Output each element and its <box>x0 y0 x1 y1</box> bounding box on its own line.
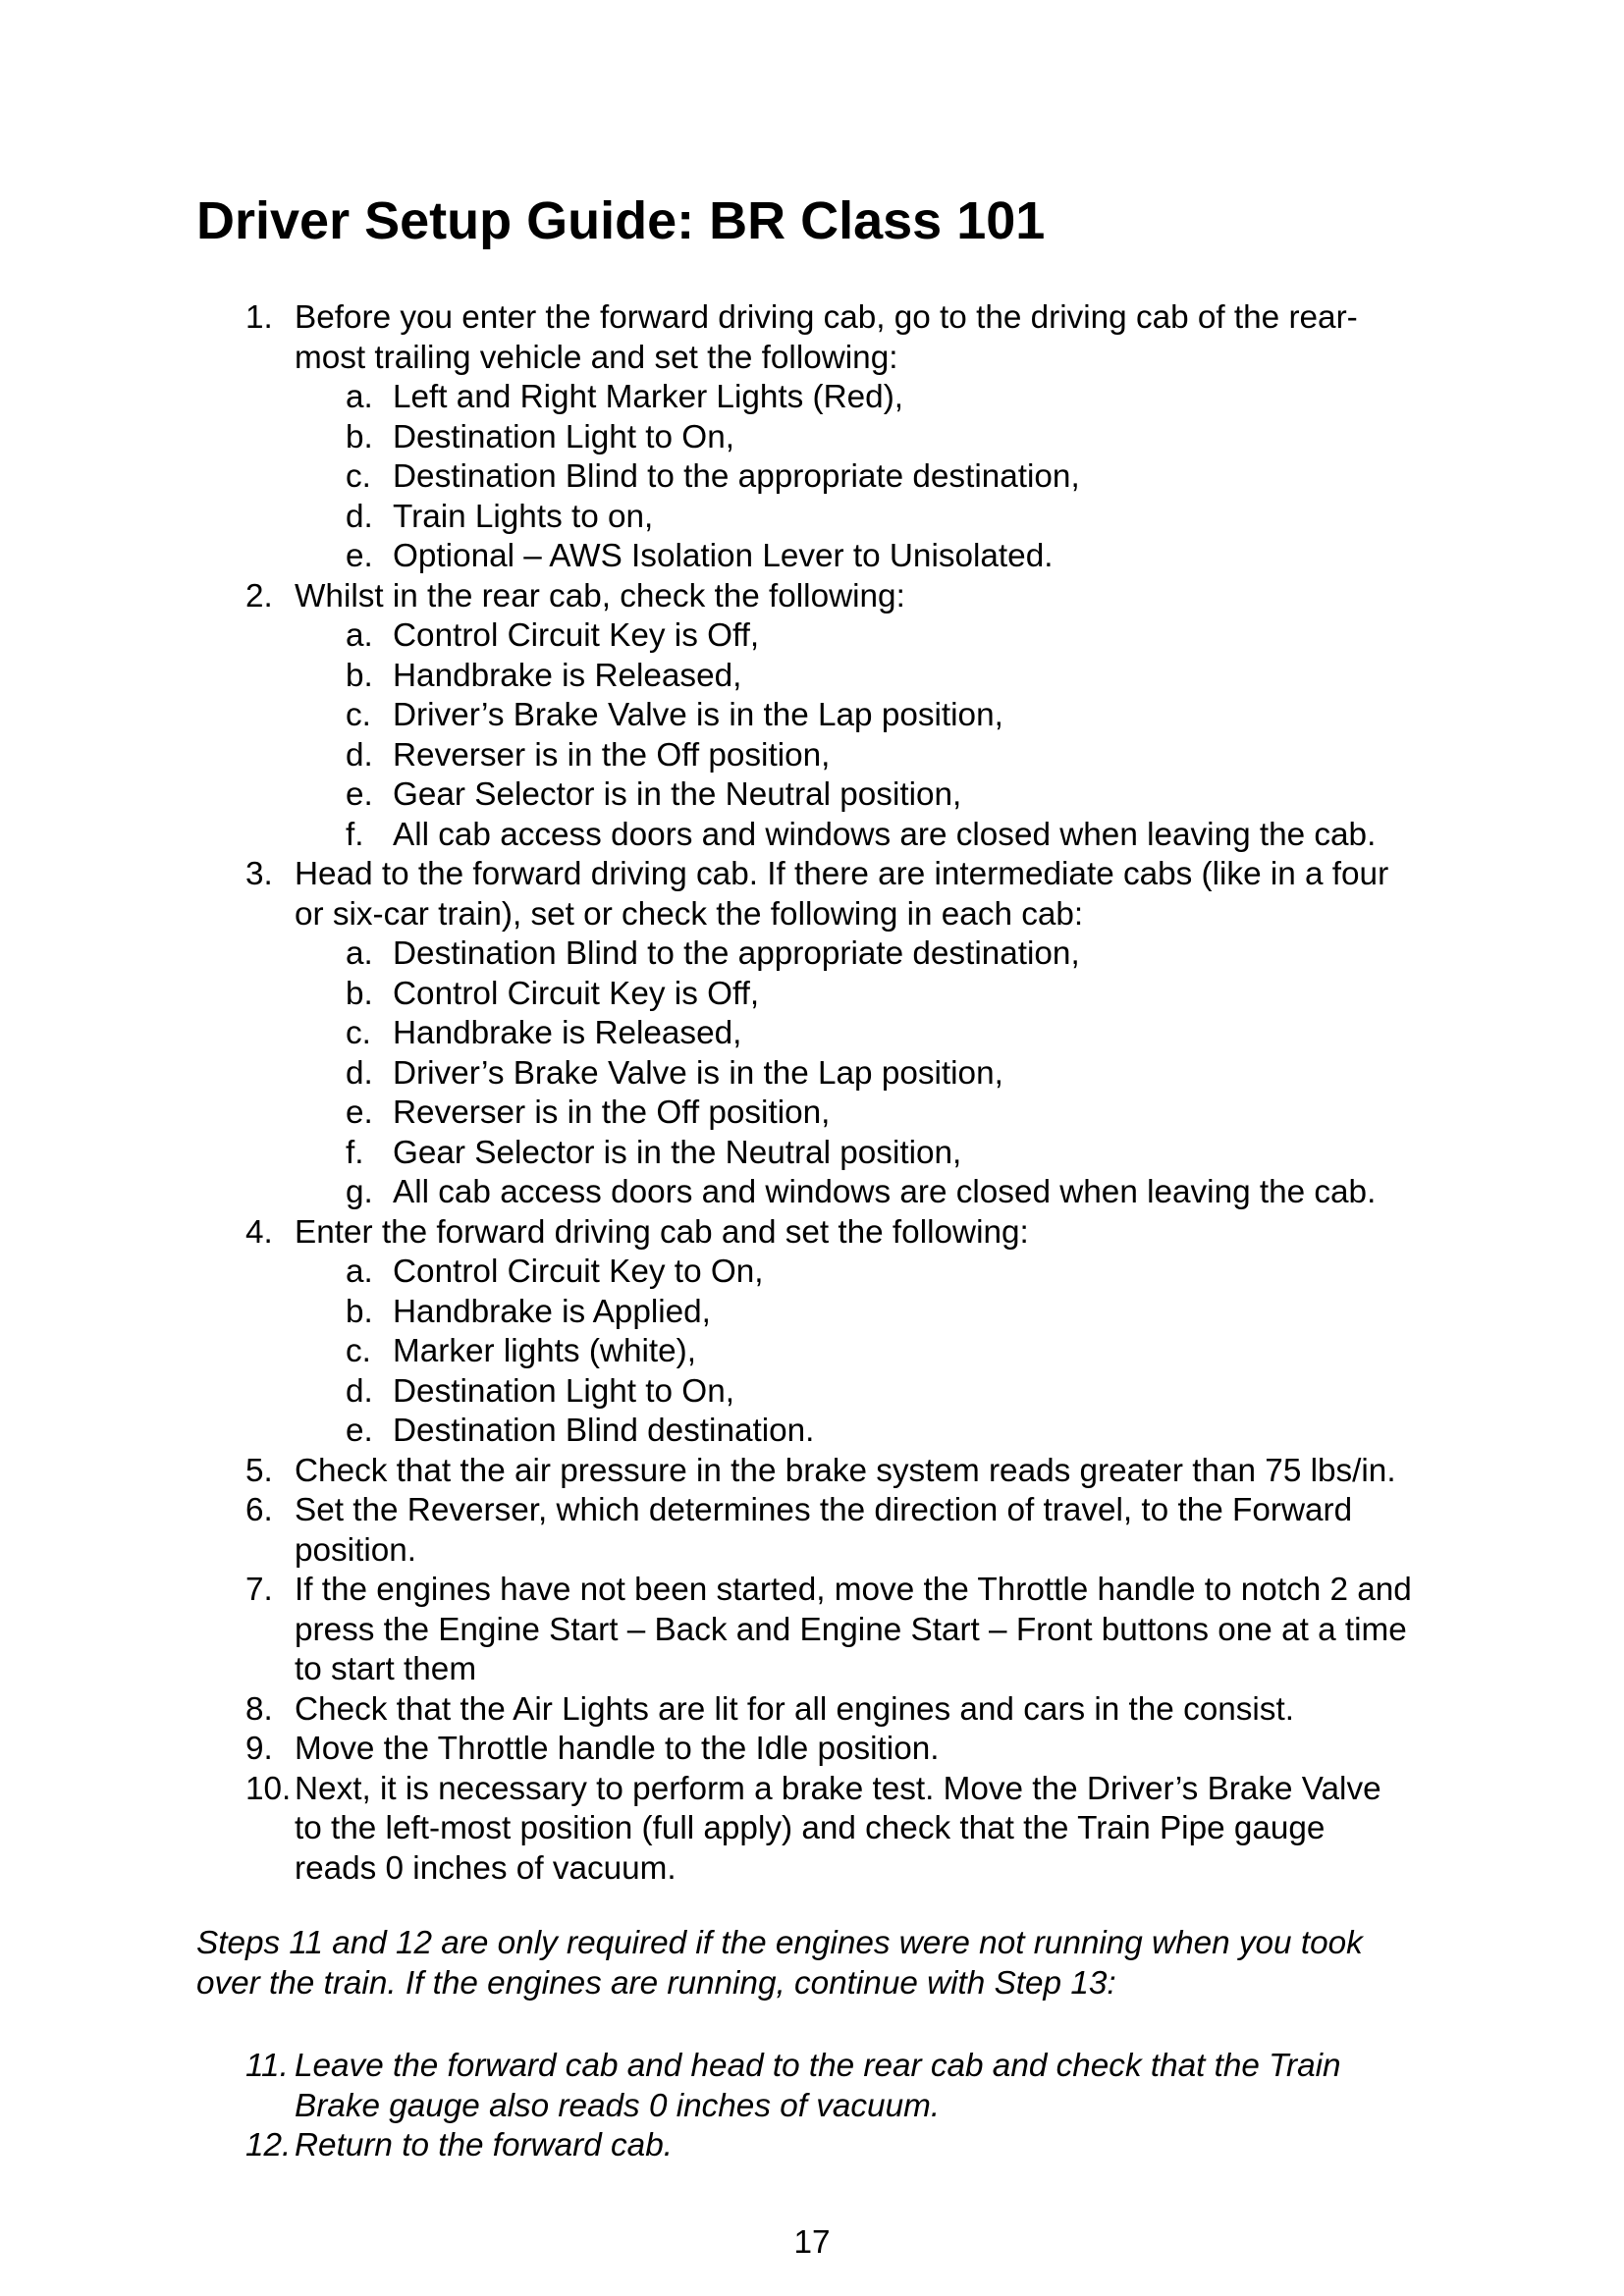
list-item-text: Gear Selector is in the Neutral position, <box>393 776 962 813</box>
list-item-text: Control Circuit Key is Off, <box>393 975 760 1012</box>
list-item-text: Head to the forward driving cab. If there are intermediate cabs (like in a four or six-car train), set or check the following in each cab: <box>295 856 1389 933</box>
list-item-text: Left and Right Marker Lights (Red), <box>393 379 904 415</box>
list-item-text: Leave the forward cab and head to the rear cab and check that the Train Brake gauge also reads 0 inches of vacuum. <box>295 2048 1341 2124</box>
list-item <box>346 657 1414 697</box>
list-item-letter: f. <box>346 816 364 853</box>
list-item <box>245 1213 1414 1452</box>
list-item-letter: f. <box>346 1134 364 1171</box>
list-item-letter: e. <box>346 1413 373 1449</box>
list-item <box>346 457 1414 498</box>
list-item-letter: a. <box>346 1254 373 1290</box>
list-item-letter: a. <box>346 617 373 654</box>
list-item <box>245 1452 1414 1492</box>
list-item-text: Set the Reverser, which determines the direction of travel, to the Forward position. <box>295 1492 1353 1569</box>
italic-numbered-step-list <box>245 2047 1414 2166</box>
list-item-text: All cab access doors and windows are closed when leaving the cab. <box>393 1174 1377 1210</box>
list-item-text: Check that the Air Lights are lit for all engines and cars in the consist. <box>295 1690 1294 1728</box>
list-item-text: Destination Blind to the appropriate destination, <box>393 935 1080 972</box>
list-item <box>346 1134 1414 1174</box>
list-item-number: 12. <box>245 2127 292 2163</box>
list-item-text: Check that the air pressure in the brake system reads greater than 75 lbs/in. <box>295 1452 1396 1489</box>
list-item-number: 7. <box>245 1572 273 1608</box>
list-item <box>346 1372 1414 1413</box>
list-item-number: 10. <box>245 1770 292 1807</box>
list-item <box>245 1770 1414 1890</box>
numbered-step-list <box>245 298 1414 1889</box>
list-item-letter: b. <box>346 975 373 1012</box>
page-footer <box>0 2223 1624 2264</box>
list-item-letter: e. <box>346 538 373 574</box>
list-item-text: Reverser is in the Off position, <box>393 736 831 774</box>
list-item-text: Driver’s Brake Valve is in the Lap position, <box>393 1054 1003 1092</box>
list-item-letter: a. <box>346 935 373 972</box>
list-item-text: Destination Light to On, <box>393 1372 734 1410</box>
list-item-text: Handbrake is Applied, <box>393 1293 711 1330</box>
list-item-letter: e. <box>346 776 373 813</box>
list-item <box>346 1253 1414 1293</box>
list-item <box>245 1571 1414 1690</box>
list-item-text: Marker lights (white), <box>393 1333 696 1369</box>
list-item <box>346 816 1414 856</box>
list-item-letter: d. <box>346 1372 373 1410</box>
list-item-number: 1. <box>245 299 273 336</box>
page-title: Driver Setup Guide: BR Class 101 <box>196 191 1046 250</box>
lettered-sub-list <box>346 378 1414 577</box>
list-item-text: Whilst in the rear cab, check the following: <box>295 577 905 614</box>
list-item <box>346 1054 1414 1095</box>
list-item-text: Driver’s Brake Valve is in the Lap position, <box>393 697 1003 733</box>
list-item-text: Control Circuit Key is Off, <box>393 617 760 654</box>
list-item-letter: a. <box>346 379 373 415</box>
list-item-number: 9. <box>245 1731 273 1767</box>
list-item <box>245 2126 1414 2166</box>
list-item-text: Destination Blind destination. <box>393 1413 815 1449</box>
list-item-text: Next, it is necessary to perform a brake test. Move the Driver’s Brake Valve to the left-most position (full apply) and check that the Train Pipe gauge reads 0 inches of vacuum. <box>295 1770 1381 1887</box>
list-item <box>245 2047 1414 2126</box>
list-item-letter: d. <box>346 736 373 774</box>
list-item-number: 11. <box>245 2048 289 2084</box>
list-item-letter: b. <box>346 657 373 694</box>
list-item-letter: c. <box>346 1333 371 1369</box>
list-item <box>346 1014 1414 1054</box>
list-item-number: 4. <box>245 1213 273 1251</box>
list-item <box>346 696 1414 736</box>
list-item <box>346 418 1414 458</box>
list-item-text: Before you enter the forward driving cab, go to the driving cab of the rear-most trailing vehicle and set the following: <box>295 299 1358 376</box>
list-item-text: Enter the forward driving cab and set the following: <box>295 1213 1029 1251</box>
list-item-text: Reverser is in the Off position, <box>393 1095 831 1131</box>
list-item <box>245 1491 1414 1571</box>
list-item-text: Destination Light to On, <box>393 418 734 455</box>
list-item <box>346 378 1414 418</box>
lettered-sub-list <box>346 1253 1414 1452</box>
list-item-letter: b. <box>346 418 373 455</box>
list-item-text: Handbrake is Released, <box>393 1015 742 1051</box>
list-item <box>346 616 1414 657</box>
list-item-letter: c. <box>346 458 371 495</box>
list-item-letter: b. <box>346 1293 373 1330</box>
list-item-number: 6. <box>245 1492 273 1528</box>
list-item-number: 2. <box>245 577 273 614</box>
list-item <box>346 1332 1414 1372</box>
list-item <box>346 775 1414 816</box>
list-item-text: Move the Throttle handle to the Idle position. <box>295 1731 940 1767</box>
list-item <box>245 298 1414 577</box>
list-item-number: 3. <box>245 856 273 892</box>
list-item <box>346 1293 1414 1333</box>
list-item-number: 5. <box>245 1452 273 1489</box>
list-item <box>245 855 1414 1213</box>
list-item <box>346 934 1414 975</box>
list-item-text: Optional – AWS Isolation Lever to Unisolated. <box>393 538 1054 574</box>
page-number: 17 <box>793 2223 831 2261</box>
list-item-letter: e. <box>346 1095 373 1131</box>
list-item <box>245 1730 1414 1770</box>
list-item-text: All cab access doors and windows are closed when leaving the cab. <box>393 816 1377 853</box>
list-item-text: Return to the forward cab. <box>295 2127 673 2163</box>
list-item-letter: d. <box>346 1054 373 1092</box>
list-item-letter: c. <box>346 697 371 733</box>
list-item <box>346 1412 1414 1452</box>
list-item-text: Handbrake is Released, <box>393 657 742 694</box>
lettered-sub-list <box>346 934 1414 1213</box>
list-item-text: Train Lights to on, <box>393 498 654 535</box>
list-item <box>245 1690 1414 1731</box>
list-item <box>346 1094 1414 1134</box>
list-item <box>346 498 1414 538</box>
list-item <box>346 975 1414 1015</box>
list-item-letter: d. <box>346 498 373 535</box>
list-item-text: If the engines have not been started, move the Throttle handle to notch 2 and press the Engine Start – Back and Engine Start – Front buttons one at a time to start them <box>295 1572 1412 1687</box>
list-item <box>346 1173 1414 1213</box>
list-item-text: Control Circuit Key to On, <box>393 1254 764 1290</box>
list-item-text: Gear Selector is in the Neutral position, <box>393 1134 962 1171</box>
list-item <box>346 736 1414 776</box>
list-item-letter: c. <box>346 1015 371 1051</box>
list-item-letter: g. <box>346 1174 373 1210</box>
lettered-sub-list <box>346 616 1414 855</box>
list-item-number: 8. <box>245 1690 273 1728</box>
list-item <box>346 537 1414 577</box>
italic-note-paragraph: Steps 11 and 12 are only required if the engines were not running when you took over the train. If the engines are running, continue with Step 13: <box>196 1925 1363 2002</box>
list-item <box>245 577 1414 856</box>
list-item-text: Destination Blind to the appropriate destination, <box>393 458 1080 495</box>
